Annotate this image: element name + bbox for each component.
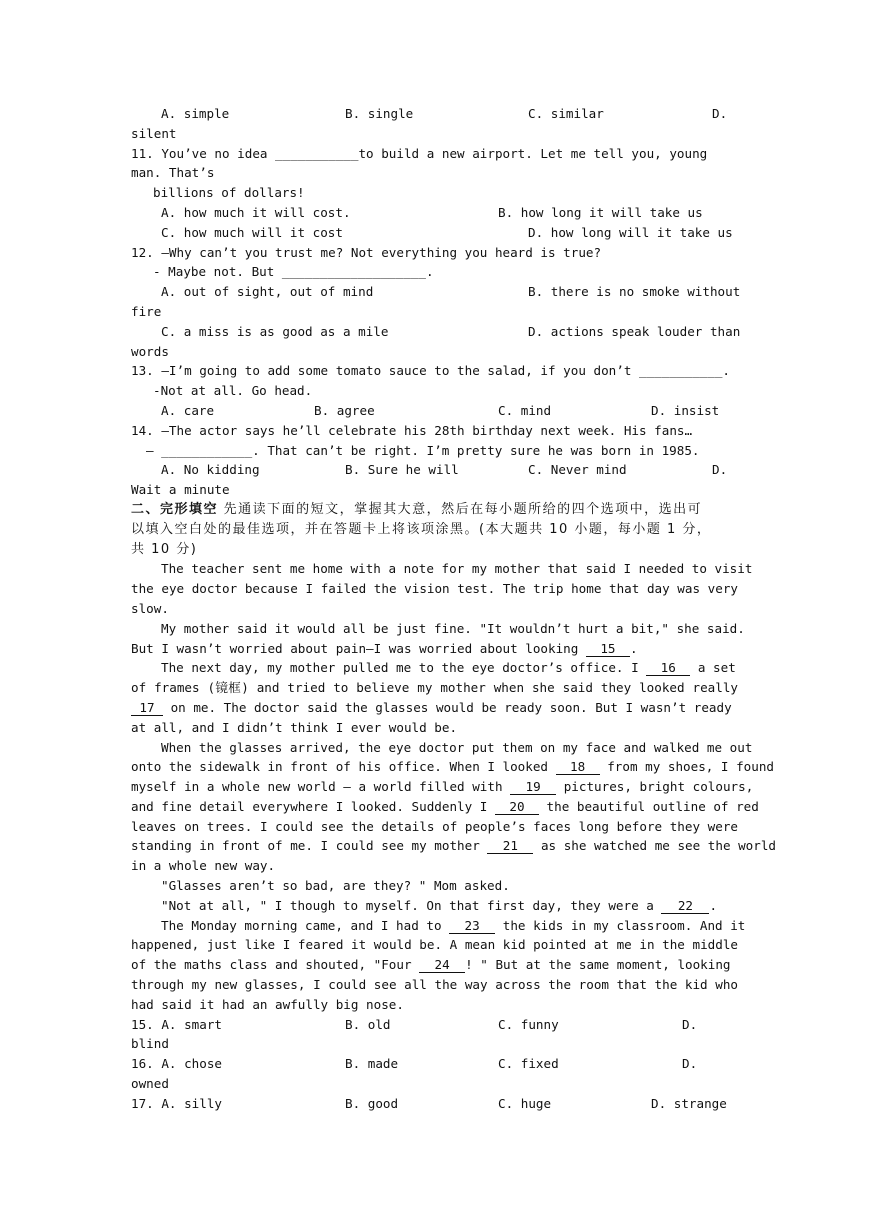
q11-options-row1 [131, 203, 738, 223]
passage-p2-line2 [131, 639, 738, 659]
q10-option-a: A. simple [161, 106, 230, 121]
q16-option-c: C. fixed [498, 1056, 559, 1072]
passage-p1-line1: The teacher sent me home with a note for my mother that said I needed to visit [161, 561, 753, 577]
passage-text: from my shoes, I found [607, 759, 775, 775]
q15-option-a: 15. A. smart [131, 1016, 222, 1032]
blank-17: 17 [131, 701, 163, 716]
q10-option-c: C. similar [528, 106, 604, 121]
passage-p7-line1 [131, 916, 746, 936]
q11-option-b: B. how long it will take us [498, 204, 703, 220]
section2-instructions-line3: 共 10 分) [131, 541, 198, 557]
passage-p4-line7: in a whole new way. [131, 858, 276, 874]
q13-option-d: D. insist [651, 402, 720, 418]
passage-text: standing in front of me. I could see my mother [131, 838, 480, 854]
q16-option-a: 16. A. chose [131, 1056, 222, 1072]
q17-option-a: 17. A. silly [131, 1095, 222, 1111]
q14-option-c: C. Never mind [528, 462, 627, 478]
passage-text: onto the sidewalk in front of his office. When I looked [131, 759, 549, 775]
q13-option-b: B. agree [314, 402, 375, 418]
q14-options-row [131, 460, 738, 480]
q12-stem-line1: 12. –Why can’t you trust me? Not everything you heard is true? [131, 244, 602, 260]
blank-18: 18 [556, 760, 600, 775]
passage-p4-line1: When the glasses arrived, the eye doctor put them on my face and walked me out [161, 739, 753, 755]
q16-options-row [131, 1054, 738, 1074]
q12-options-row2 [131, 322, 741, 342]
q13-options-row [131, 401, 738, 421]
q11-option-d: D. how long will it take us [528, 224, 733, 240]
q14-option-a: A. No kidding [161, 462, 260, 478]
q15-option-d-wrap: blind [131, 1036, 169, 1052]
q12-option-d-wrap: words [131, 343, 169, 359]
q11-stem-spacer [131, 163, 738, 183]
q14-option-d-wrap: Wait a minute [131, 482, 230, 498]
q12-option-b-wrap: fire [131, 303, 162, 319]
q14-stem-line2: – ____________. That can’t be right. I’m pretty sure he was born in 1985. [146, 442, 700, 458]
exam-page-content [131, 104, 777, 1114]
q15-option-b: B. old [345, 1016, 391, 1032]
q10-option-d: D. [712, 106, 728, 121]
passage-text: The next day, my mother pulled me to the eye doctor’s office. I [161, 660, 639, 676]
q11-stem-text: 11. You’ve no idea ___________to build a new airport. Let me tell you, young man. That’s [131, 145, 708, 181]
blank-24: 24 [419, 958, 465, 973]
passage-p4-line3 [131, 777, 754, 797]
passage-text: the kids in my classroom. And it [502, 917, 746, 933]
passage-text: and fine detail everywhere I looked. Suddenly I [131, 798, 488, 814]
passage-text: But I wasn’t worried about pain—I was worried about looking [131, 640, 579, 656]
q12-option-a: A. out of sight, out of mind [161, 284, 374, 300]
passage-p5-line1: "Glasses aren’t so bad, are they? " Mom asked. [161, 878, 510, 894]
blank-16: 16 [646, 661, 690, 676]
q11-option-a: A. how much it will cost. [161, 204, 351, 220]
passage-text: ! " But at the same moment, looking [465, 957, 731, 973]
passage-p1-line2: the eye doctor because I failed the vision test. The trip home that day was very [131, 581, 738, 597]
passage-text: The Monday morning came, and I had to [161, 917, 442, 933]
q12-option-c: C. a miss is as good as a mile [161, 323, 389, 339]
q17-option-b: B. good [345, 1095, 399, 1111]
section2-instr1: 先通读下面的短文，掌握其大意，然后在每小题所给的四个选项中，选出可 [223, 501, 703, 517]
passage-p3-line1 [131, 658, 738, 678]
blank-22: 22 [661, 899, 709, 914]
q16-option-d: D. [682, 1056, 698, 1072]
q16-option-b: B. made [345, 1056, 399, 1072]
passage-p4-line6 [131, 836, 777, 856]
passage-text: as she watched me see the world [540, 838, 777, 854]
passage-text: on me. The doctor said the glasses would be ready soon. But I wasn’t ready [170, 699, 732, 715]
blank-21: 21 [487, 839, 533, 854]
blank-15: 15 [586, 642, 630, 657]
blank-23: 23 [449, 919, 495, 934]
q17-option-c: C. huge [498, 1095, 552, 1111]
q12-options-row1 [131, 282, 741, 302]
q12-option-b: B. there is no smoke without [528, 284, 741, 300]
q17-options-row [131, 1094, 738, 1114]
q10-option-d-wrap: silent [131, 125, 177, 141]
q12-option-d: D. actions speak louder than [528, 323, 741, 339]
passage-p3-line3 [131, 698, 738, 718]
passage-p7-line5: had said it had an awfully big nose. [131, 996, 404, 1012]
passage-text: a set [697, 660, 736, 676]
blank-19: 19 [510, 780, 556, 795]
passage-text: of the maths class and shouted, "Four [131, 957, 412, 973]
passage-text: myself in a whole new world – a world filled with [131, 779, 503, 795]
q15-option-d: D. [682, 1016, 698, 1032]
q15-options-row [131, 1015, 738, 1035]
passage-text: "Not at all, " I though to myself. On that first day, they were a [161, 897, 654, 913]
passage-p4-line5: leaves on trees. I could see the details of people’s faces long before they were [131, 818, 738, 834]
passage-p7-line4: through my new glasses, I could see all the way across the room that the kid who [131, 977, 738, 993]
q11-stem-line2: billions of dollars! [153, 185, 305, 201]
q12-stem-line2: - Maybe not. But ___________________. [153, 264, 434, 280]
blank-20: 20 [495, 800, 539, 815]
q10-options-row [131, 104, 738, 124]
passage-p3-line4: at all, and I didn’t think I ever would be. [131, 719, 458, 735]
q15-option-c: C. funny [498, 1016, 559, 1032]
q16-option-d-wrap: owned [131, 1076, 169, 1092]
q14-stem-line1: 14. –The actor says he’ll celebrate his 28th birthday next week. His fans… [131, 422, 693, 438]
section2-instructions-line2: 以填入空白处的最佳选项，并在答题卡上将该项涂黑。(本大题共 10 小题，每小题 1 分， [131, 521, 712, 537]
q14-option-b: B. Sure he will [345, 462, 459, 478]
passage-text: the beautiful outline of red [546, 798, 759, 814]
q11-stem-line1 [131, 144, 738, 181]
passage-p2-line1: My mother said it would all be just fine. "It wouldn’t hurt a bit," she said. [161, 620, 745, 636]
q10-option-b: B. single [345, 106, 414, 121]
passage-text: . [709, 897, 718, 913]
q13-stem-line1: 13. –I’m going to add some tomato sauce to the salad, if you don’t ___________. [131, 363, 730, 379]
passage-p4-line4 [131, 797, 759, 817]
passage-text: . [629, 640, 638, 656]
q13-option-c: C. mind [498, 402, 552, 418]
passage-p7-line2: happened, just like I feared it would be. A mean kid pointed at me in the middle [131, 937, 738, 953]
passage-p1-line3: slow. [131, 600, 169, 616]
q13-stem-line2: -Not at all. Go head. [153, 383, 313, 399]
q17-option-d: D. strange [651, 1095, 727, 1111]
section2-title: 二、完形填空 [131, 501, 219, 517]
passage-p6-line1 [131, 896, 738, 916]
q11-option-c: C. how much will it cost [161, 224, 343, 240]
passage-p3-line2: of frames (镜框) and tried to believe my mother when she said they looked really [131, 680, 738, 696]
passage-text: pictures, bright colours, [563, 779, 754, 795]
q14-option-d: D. [712, 462, 728, 478]
q13-option-a: A. care [161, 402, 215, 418]
passage-p4-line2 [131, 757, 775, 777]
passage-p7-line3 [131, 955, 738, 975]
section2-instructions-line1 [131, 500, 738, 520]
q11-options-row2 [131, 223, 738, 243]
